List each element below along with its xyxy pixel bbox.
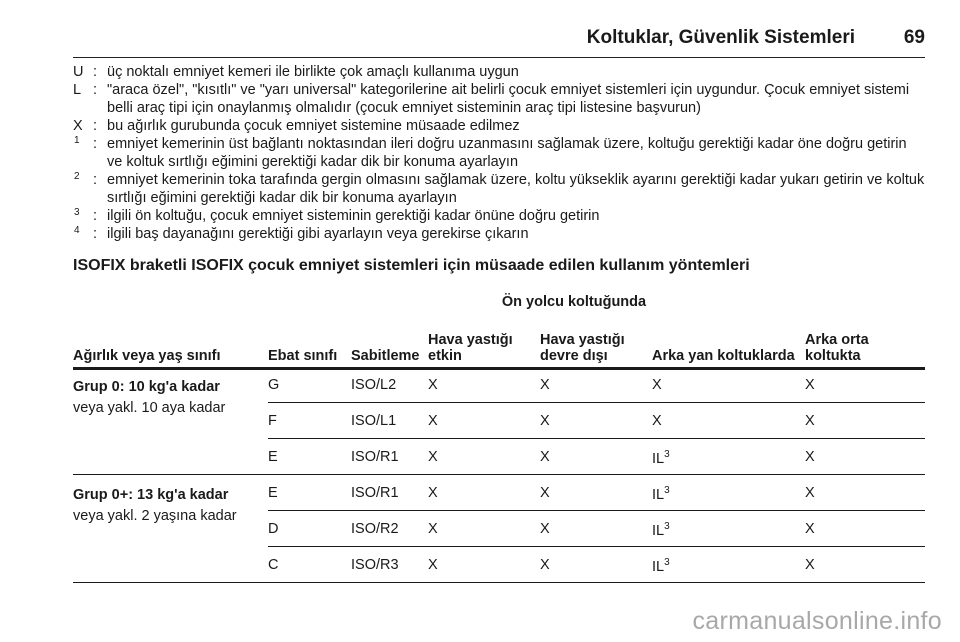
header-divider — [73, 57, 925, 58]
rear-side-cell-value: IL — [652, 486, 665, 503]
weight-group — [73, 475, 925, 583]
fixture-cell — [351, 521, 399, 537]
group-label — [73, 485, 268, 527]
header-size: Ebat sınıfı — [268, 348, 338, 364]
header-rear-middle — [805, 332, 869, 364]
page-header — [73, 0, 925, 58]
legend-key: L — [73, 82, 82, 98]
size-class-cell — [268, 413, 277, 429]
section-title: ISOFIX braketli ISOFIX çocuk emniyet sistemleri için müsaade edilen kullanım yöntemleri — [73, 257, 750, 274]
footnote-marker: 3 — [664, 449, 670, 460]
airbag-off-cell-value: X — [540, 485, 550, 501]
legend-key — [73, 171, 93, 207]
legend-colon: : — [93, 136, 98, 152]
legend-key — [73, 135, 93, 171]
airbag-off-cell — [540, 449, 550, 465]
airbag-on-cell — [428, 449, 438, 465]
header-airbag-on-line2: etkin — [428, 348, 462, 364]
table-row — [268, 367, 925, 403]
table-caption: Ön yolcu koltuğunda — [501, 294, 647, 310]
size-class-cell — [268, 557, 278, 573]
footnote-marker: 4 — [74, 225, 80, 236]
fixture-cell — [351, 413, 396, 429]
footnote-marker: 3 — [664, 521, 670, 532]
airbag-on-cell-value: X — [428, 413, 438, 429]
rear-middle-cell — [805, 413, 815, 429]
legend-text: ilgili baş dayanağını gerektiği gibi ayarlayın veya gerekirse çıkarın — [107, 226, 529, 242]
header-rear-side: Arka yan koltuklarda — [652, 348, 795, 364]
footnote-marker: 1 — [74, 135, 80, 146]
legend-item — [73, 81, 925, 117]
legend-colon: : — [93, 118, 98, 134]
header-weight: Ağırlık veya yaş sınıfı — [73, 348, 221, 364]
header-fixture: Sabitleme — [351, 348, 420, 364]
table-row — [268, 403, 925, 439]
rear-middle-cell-value: X — [805, 377, 815, 393]
rear-middle-cell — [805, 449, 815, 465]
airbag-on-cell — [428, 557, 438, 573]
airbag-off-cell-value: X — [540, 557, 550, 573]
airbag-off-cell — [540, 557, 550, 573]
group-name: Grup 0: 10 kg'a kadar — [73, 379, 220, 395]
header-rear-middle-line2: koltukta — [805, 348, 861, 364]
legend-key: U — [73, 64, 84, 80]
rear-side-cell — [652, 557, 670, 575]
page-title: Koltuklar, Güvenlik Sistemleri — [586, 27, 855, 48]
rear-middle-cell — [805, 377, 815, 393]
rear-middle-cell-value: X — [805, 521, 815, 537]
legend-text: ilgili ön koltuğu, çocuk emniyet sisteminin gerektiği kadar önüne doğru getirin — [107, 208, 600, 224]
airbag-on-cell — [428, 377, 438, 393]
legend-item — [73, 225, 925, 243]
legend-colon: : — [93, 208, 98, 224]
fixture-cell-value: ISO/R2 — [351, 521, 399, 537]
header-rear-middle-line1: Arka orta — [805, 332, 869, 348]
table-row — [268, 511, 925, 547]
legend-list — [73, 63, 925, 243]
rear-side-cell — [652, 377, 662, 393]
airbag-on-cell-value: X — [428, 485, 438, 501]
footnote-marker: 3 — [74, 207, 80, 218]
airbag-on-cell-value: X — [428, 449, 438, 465]
fixture-cell — [351, 449, 399, 465]
rear-side-cell-value: X — [652, 413, 662, 429]
fixture-cell-value: ISO/R3 — [351, 557, 399, 573]
legend-colon: : — [93, 226, 98, 242]
airbag-off-cell-value: X — [540, 377, 550, 393]
group-label — [73, 377, 268, 419]
airbag-on-cell — [428, 413, 438, 429]
fixture-cell-value: ISO/L1 — [351, 413, 397, 429]
header-airbag-off — [540, 332, 625, 364]
fixture-cell — [351, 485, 399, 501]
size-class-cell — [268, 521, 278, 537]
rear-side-cell — [652, 521, 670, 539]
group-age: veya yakl. 2 yaşına kadar — [73, 508, 237, 524]
airbag-on-cell-value: X — [428, 521, 438, 537]
footnote-marker: 3 — [664, 557, 670, 568]
manual-page — [73, 0, 925, 583]
table-header — [73, 317, 925, 367]
fixture-cell-value: ISO/R1 — [351, 449, 399, 465]
fixture-cell-value: ISO/L2 — [351, 377, 397, 393]
legend-item — [73, 135, 925, 171]
legend-item — [73, 171, 925, 207]
size-class-cell-value: E — [268, 449, 278, 465]
size-class-cell — [268, 377, 279, 393]
table-row — [268, 547, 925, 582]
size-class-cell — [268, 485, 278, 501]
legend-text: üç noktalı emniyet kemeri ile birlikte çok amaçlı kullanıma uygun — [107, 64, 519, 80]
rear-middle-cell — [805, 521, 815, 537]
header-airbag-on-line1: Hava yastığı — [428, 332, 513, 348]
size-class-cell-value: D — [268, 521, 279, 537]
airbag-on-cell-value: X — [428, 557, 438, 573]
footnote-marker: 3 — [664, 485, 670, 496]
table-row — [268, 475, 925, 511]
airbag-off-cell — [540, 521, 550, 537]
fixture-cell — [351, 557, 399, 573]
legend-colon: : — [93, 82, 98, 98]
rear-side-cell-value: IL — [652, 522, 665, 539]
rear-side-cell-value: IL — [652, 558, 665, 575]
legend-text: bu ağırlık gurubunda çocuk emniyet sistemine müsaade edilmez — [107, 118, 520, 134]
rear-middle-cell-value: X — [805, 413, 815, 429]
legend-text: emniyet kemerinin üst bağlantı noktasından ileri doğru uzanmasını sağlamak üzere, koltuğu gerektiği kadar öne doğru getirin ve koltuk sırtlığı eğimini gerektiği kadar dik bir konuma ayarlayın — [107, 136, 907, 170]
airbag-off-cell — [540, 413, 550, 429]
weight-group — [73, 367, 925, 475]
airbag-off-cell — [540, 377, 550, 393]
legend-text: emniyet kemerinin toka tarafında gergin olmasını sağlamak üzere, koltu yükseklik ayarını gerektiği kadar yukarı getirin ve koltuk sırtlığı eğimini gerektiği kadar dik bir konuma ayarlayın — [107, 172, 925, 206]
legend-key: X — [73, 118, 83, 134]
size-class-cell-value: F — [268, 413, 277, 429]
fixture-cell-value: ISO/R1 — [351, 485, 399, 501]
legend-colon: : — [93, 64, 98, 80]
header-airbag-off-line2: devre dışı — [540, 348, 608, 364]
page-number: 69 — [903, 27, 925, 48]
rear-side-cell — [652, 413, 662, 429]
legend-item — [73, 117, 925, 135]
rear-side-cell — [652, 449, 670, 467]
rear-side-cell-value: IL — [652, 450, 665, 467]
size-class-cell-value: E — [268, 485, 278, 501]
rear-middle-cell — [805, 485, 815, 501]
footnote-marker: 2 — [74, 171, 80, 182]
airbag-on-cell-value: X — [428, 377, 438, 393]
legend-item — [73, 63, 925, 81]
header-airbag-off-line1: Hava yastığı — [540, 332, 625, 348]
legend-item — [73, 207, 925, 225]
isofix-table — [73, 294, 925, 583]
rear-side-cell-value: X — [652, 377, 662, 393]
rear-middle-cell — [805, 557, 815, 573]
group-name: Grup 0+: 13 kg'a kadar — [73, 487, 229, 503]
table-body — [73, 367, 925, 583]
airbag-on-cell — [428, 485, 438, 501]
airbag-off-cell — [540, 485, 550, 501]
airbag-off-cell-value: X — [540, 413, 550, 429]
rear-side-cell — [652, 485, 670, 503]
legend-text: "araca özel", "kısıtlı" ve "yarı universal" kategorilerine ait belirli çocuk emniyet sistemleri için uygundur. Çocuk emniyet sistemi belli araç tipi için onaylanmış olmalıdır (çocuk emniyet sisteminin araç tipi listesine başvurun) — [107, 82, 910, 116]
fixture-cell — [351, 377, 396, 393]
header-airbag-on — [428, 332, 513, 364]
table-row — [268, 439, 925, 474]
size-class-cell-value: C — [268, 557, 279, 573]
legend-key — [73, 225, 93, 243]
rear-middle-cell-value: X — [805, 557, 815, 573]
airbag-off-cell-value: X — [540, 521, 550, 537]
rear-middle-cell-value: X — [805, 485, 815, 501]
group-age: veya yakl. 10 aya kadar — [73, 400, 226, 416]
rear-middle-cell-value: X — [805, 449, 815, 465]
legend-colon: : — [93, 172, 98, 188]
watermark: carmanualsonline.info — [692, 607, 942, 635]
size-class-cell-value: G — [268, 377, 280, 393]
size-class-cell — [268, 449, 278, 465]
airbag-on-cell — [428, 521, 438, 537]
airbag-off-cell-value: X — [540, 449, 550, 465]
